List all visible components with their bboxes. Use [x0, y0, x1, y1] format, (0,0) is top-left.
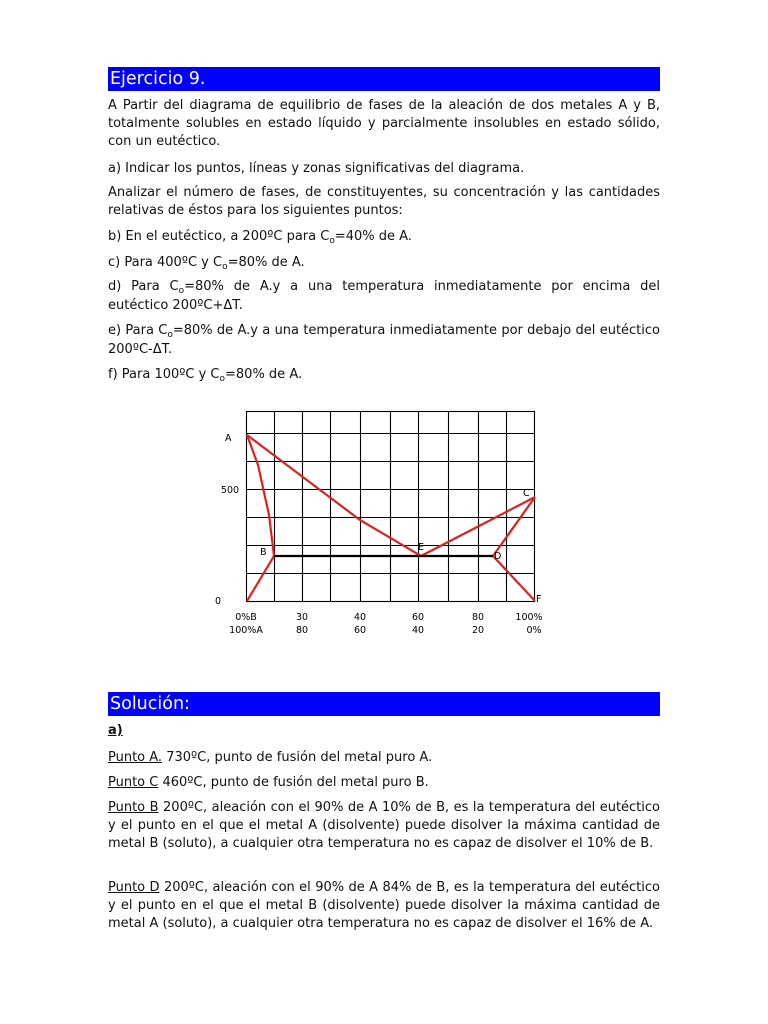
liquidus-left — [247, 435, 421, 556]
solution-part-label: a) — [108, 723, 123, 738]
item-e-sub: o — [167, 330, 173, 340]
item-a: a) Indicar los puntos, líneas y zonas significativas del diagrama. — [108, 161, 525, 176]
item-d-sub: o — [178, 286, 185, 296]
diagram-grid — [247, 412, 535, 602]
item-d-post: =80% de A.y a una temperatura inmediatamente por encima del eutéctico 200ºC+ΔT. — [108, 279, 660, 313]
point-label-b: B — [260, 547, 267, 558]
x-bottom-label: 20 — [471, 625, 485, 636]
solvus-right — [493, 556, 535, 601]
x-bottom-label: 60 — [353, 625, 367, 636]
solution-part-a — [108, 722, 660, 740]
x-bottom-label: 40 — [411, 625, 425, 636]
exercise-title: Ejercicio 9. — [108, 67, 660, 91]
x-top-label: 60 — [411, 612, 425, 623]
x-top-label: 30 — [295, 612, 309, 623]
item-c-post: =80% de A. — [227, 255, 305, 270]
point-label-a: A — [225, 433, 232, 444]
point-c-text — [108, 774, 660, 792]
y-tick-0: 0 — [214, 596, 222, 607]
point-d-label: Punto D — [108, 880, 160, 895]
point-label-f: F — [536, 594, 542, 605]
x-bottom-label: 0% — [526, 625, 542, 636]
phase-diagram — [210, 405, 560, 645]
item-b — [108, 228, 660, 247]
item-c — [108, 254, 660, 273]
point-a-text — [108, 749, 660, 767]
item-f-pre: f) Para 100ºC y C — [108, 367, 220, 382]
item-b-pre: b) En el eutéctico, a 200ºC para C — [108, 229, 330, 244]
x-top-label: 100% — [515, 612, 543, 623]
point-label-d: D — [494, 551, 502, 562]
point-a-label: Punto A. — [108, 750, 163, 765]
x-bottom-label: 80 — [295, 625, 309, 636]
x-bottom-label: 100%A — [229, 625, 263, 636]
item-d — [108, 278, 660, 315]
x-top-label: 40 — [353, 612, 367, 623]
item-d-pre: d) Para C — [108, 279, 179, 294]
solidus-right — [493, 497, 535, 556]
item-e — [108, 322, 660, 359]
x-top-label: 0%B — [235, 612, 257, 623]
point-c-label: Punto C — [108, 775, 159, 790]
analysis-text: Analizar el número de fases, de constituyentes, su concentración y las cantidades relativas de éstos para los siguientes puntos: — [108, 185, 660, 218]
point-c-desc: 460ºC, punto de fusión del metal puro B. — [158, 775, 429, 790]
axis-labels — [215, 433, 543, 636]
point-b-label: Punto B — [108, 800, 159, 815]
point-b-desc: 200ºC, aleación con el 90% de A 10% de B, es la temperatura del eutéctico y el punto en el que el metal A (disolvente) puede disolver la máxima cantidad de metal B (soluto), a cualquier otra temperatura no es capaz de disolver el 10% de B. — [108, 800, 660, 851]
item-f-post: =80% de A. — [225, 367, 303, 382]
item-c-pre: c) Para 400ºC y C — [108, 255, 223, 270]
item-f-sub: o — [219, 374, 226, 384]
point-a-desc: 730ºC, punto de fusión del metal puro A. — [162, 750, 433, 765]
item-c-sub: o — [222, 262, 228, 272]
item-b-post: =40% de A. — [334, 229, 412, 244]
point-d-text — [108, 879, 660, 933]
solvus-left — [247, 556, 274, 601]
solution-title: Solución: — [108, 692, 660, 716]
point-label-c: C — [523, 488, 530, 499]
y-tick-500: 500 — [220, 485, 240, 496]
exercise-intro: A Partir del diagrama de equilibrio de fases de la aleación de dos metales A y B, totalmente solubles en estado líquido y parcialmente insolubles en estado sólido, con un eutéctico. — [108, 98, 660, 149]
item-e-pre: e) Para C — [108, 323, 168, 338]
item-b-sub: o — [329, 236, 335, 246]
item-e-post: =80% de A.y a una temperatura inmediatamente por debajo del eutéctico 200ºC-ΔT. — [108, 323, 660, 357]
item-f — [108, 366, 660, 385]
point-b-text — [108, 799, 660, 853]
x-top-label: 80 — [471, 612, 485, 623]
point-d-desc: 200ºC, aleación con el 90% de A 84% de B, es la temperatura del eutéctico y el punto en el que el metal B (disolvente) puede disolver la máxima cantidad de metal A (soluto), a cualquier otra temperatura no es capaz de disolver el 16% de A. — [108, 880, 660, 931]
point-label-e: E — [418, 542, 425, 553]
